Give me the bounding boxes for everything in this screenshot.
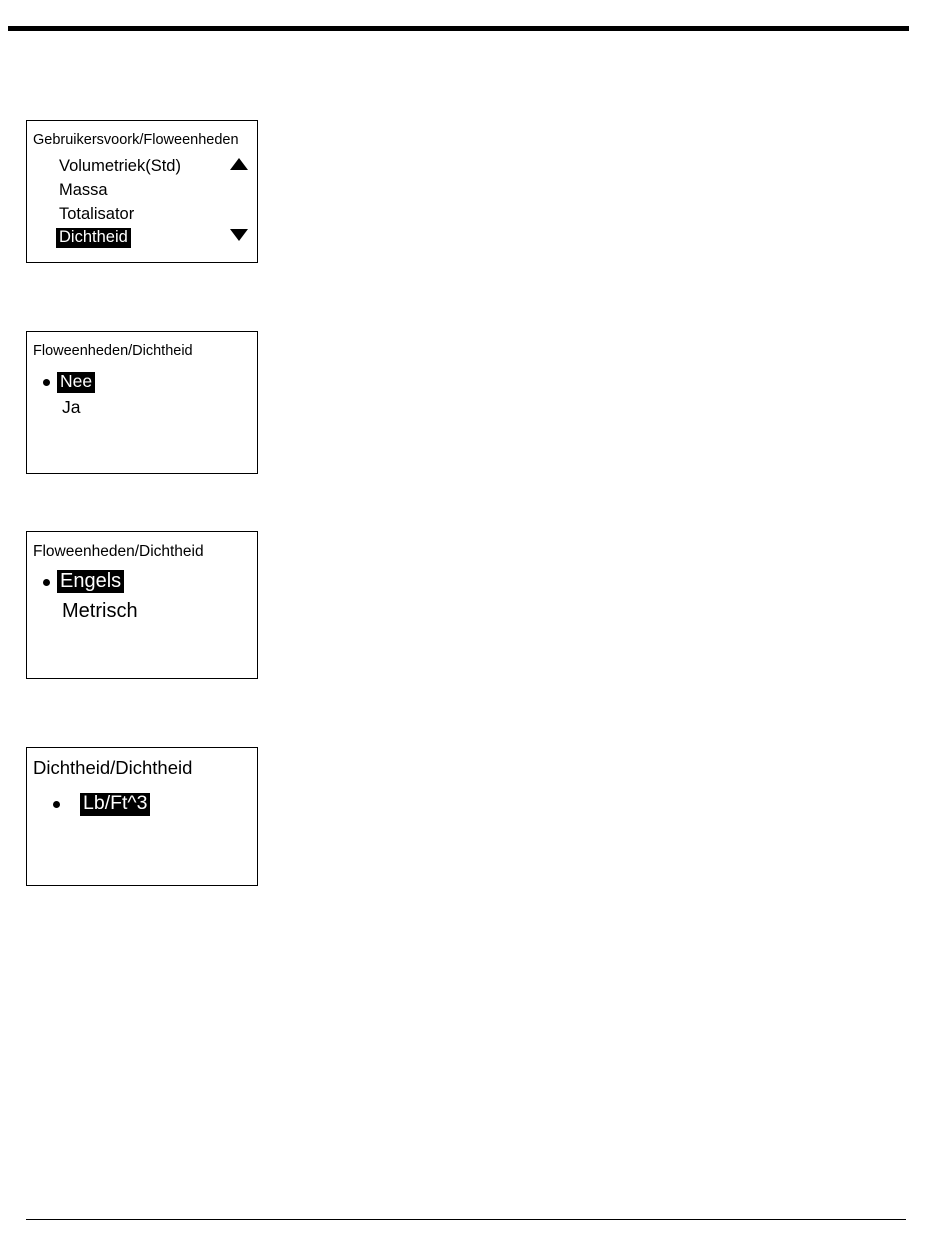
radio-bullet-icon [43,579,50,586]
menu-item-massa[interactable] [59,182,108,199]
menu-item-dichtheid[interactable] [56,228,131,248]
radio-bullet-icon [53,801,60,808]
menu-item-label: Volumetriek(Std) [59,157,181,175]
scroll-down-icon[interactable] [230,229,248,241]
screen-title: Dichtheid/Dichtheid [33,757,193,778]
screen-title: Gebruikersvoork/Floweenheden [33,132,239,148]
menu-item-label: Totalisator [59,205,135,223]
menu-screen-dichtheid-unitsystem [26,531,258,679]
bottom-divider [26,1219,906,1220]
screen-title: Floweenheden/Dichtheid [33,543,204,560]
menu-item-label-selected: Dichtheid [56,228,131,248]
menu-item-label-selected: Lb/Ft^3 [80,793,150,816]
top-divider [8,26,909,31]
scroll-up-icon[interactable] [230,158,248,170]
menu-item-ja[interactable] [62,399,80,417]
menu-screen-floweenheden [26,120,258,263]
menu-item-label-selected: Nee [57,372,95,393]
menu-item-lb-ft3[interactable] [80,793,150,816]
radio-bullet-icon [43,379,50,386]
menu-screen-dichtheid-unit [26,747,258,886]
menu-item-nee[interactable] [57,372,95,393]
screen-title: Floweenheden/Dichtheid [33,343,193,359]
menu-item-totalisator[interactable] [59,206,134,223]
menu-item-volumetriek[interactable] [59,158,181,175]
menu-screen-dichtheid-enable [26,331,258,474]
menu-item-label: Ja [62,397,81,417]
menu-item-label-selected: Engels [57,570,124,593]
menu-item-label: Metrisch [62,600,138,622]
menu-item-metrisch[interactable] [62,601,138,621]
menu-item-label: Massa [59,181,108,199]
menu-item-engels[interactable] [57,570,124,593]
